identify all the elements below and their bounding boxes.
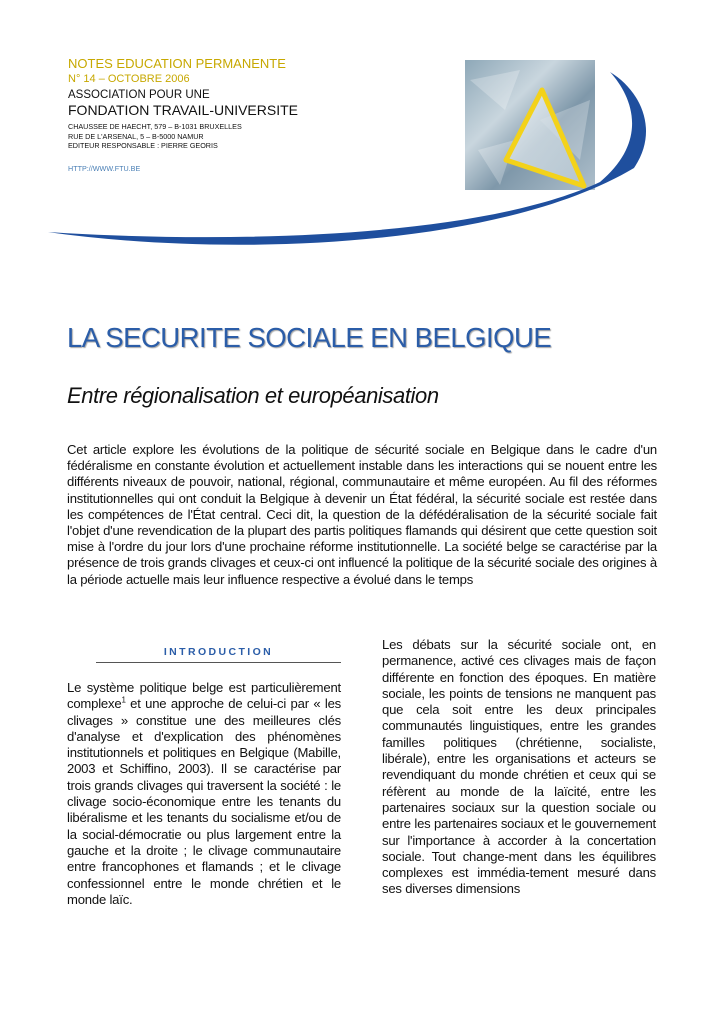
issue-number: N° 14 – OCTOBRE 2006 <box>68 73 190 85</box>
footnote-marker[interactable]: 1 <box>121 695 126 705</box>
article-subtitle: Entre régionalisation et européanisation <box>67 383 439 408</box>
association-line: ASSOCIATION POUR UNE <box>68 89 210 101</box>
organization-name: FONDATION TRAVAIL-UNIVERSITE <box>68 102 298 118</box>
address-block <box>68 122 448 151</box>
website-link[interactable]: HTTP://WWW.FTU.BE <box>68 163 141 173</box>
publication-name: NOTES EDUCATION PERMANENTE <box>68 56 286 71</box>
article-abstract: Cet article explore les évolutions de la politique de sécurité sociale en Belgique dans le cadre d'un fédéralisme en constante évolution et actuellement instable dans les interactions qui se nouent entre les différents niveaux de pouvoir, national, régional, communautaire et même européen. Au fil des réformes institutionnelles qui ont conduit la Belgique à devenir un État fédéral, la sécurité sociale est restée dans les compétences de l'État central. Ceci dit, la question de la défédéralisation de la sécurité sociale fait l'objet d'une revendication de la plupart des partis politiques flamands qui désirent que cette question soit mise à l'ordre du jour lors d'une prochaine réforme institutionnelle. La société belge se caractérise par la présence de trois grands clivages et ceux-ci ont influencé la politique de la sécurité sociale des origines à la période actuelle mais leur influence respective a évolué dans le temps <box>67 442 657 587</box>
section-heading: INTRODUCTION <box>163 646 274 658</box>
masthead <box>68 56 448 173</box>
section-divider <box>96 662 341 663</box>
col1-text-start: Le système politique belge est particulièrement complexe <box>67 680 341 712</box>
editor-line: EDITEUR RESPONSABLE : PIERRE GEORIS <box>68 141 218 150</box>
col1-text-rest: et une approche de celui-ci par « les clivages » constitue une des meilleures clés d'analyse et d'explication des phénomènes institutionnels et politiques en Belgique (Mabille, 2003 et Schiffino, 2003). Il se caractérise par trois grands clivages qui traversent la société : le clivage socio-économique entre les tenants du libéralisme et les tenants du socialisme et/ou de la social-démocratie ou plus largement entre la gauche et la droite ; le clivage communautaire entre francophones et flamands ; et le clivage confessionnel entre le monde chrétien et le monde laïc. <box>67 696 341 907</box>
column-left-text <box>67 680 341 908</box>
article-title: LA SECURITE SOCIALE EN BELGIQUE <box>67 322 552 353</box>
address-line: RUE DE L'ARSENAL, 5 – B-5000 NAMUR <box>68 131 204 141</box>
address-line: CHAUSSEE DE HAECHT, 579 – B-1031 BRUXELLES <box>68 122 242 131</box>
column-right-text: Les débats sur la sécurité sociale ont, en permanence, activé ces clivages mais de façon différente en fonction des époques. En matière sociale, les points de tensions ne manquent pas que cela soit entre les deux principales communautés linguistiques, entre les grandes familles politiques (chrétienne, socialiste, libérale), entre les organisations et acteurs se revendiquant du monde chrétien et ceux qui se réfèrent au monde de la laïcité, entre les partenaires sociaux sur la question sociale ou entre les partenaires sociaux et le gouvernement sur l'importance à accorder à la concertation sociale. Tout change-ment dans les équilibres complexes est immédia-tement mesuré dans ses diverses dimensions <box>382 637 656 897</box>
